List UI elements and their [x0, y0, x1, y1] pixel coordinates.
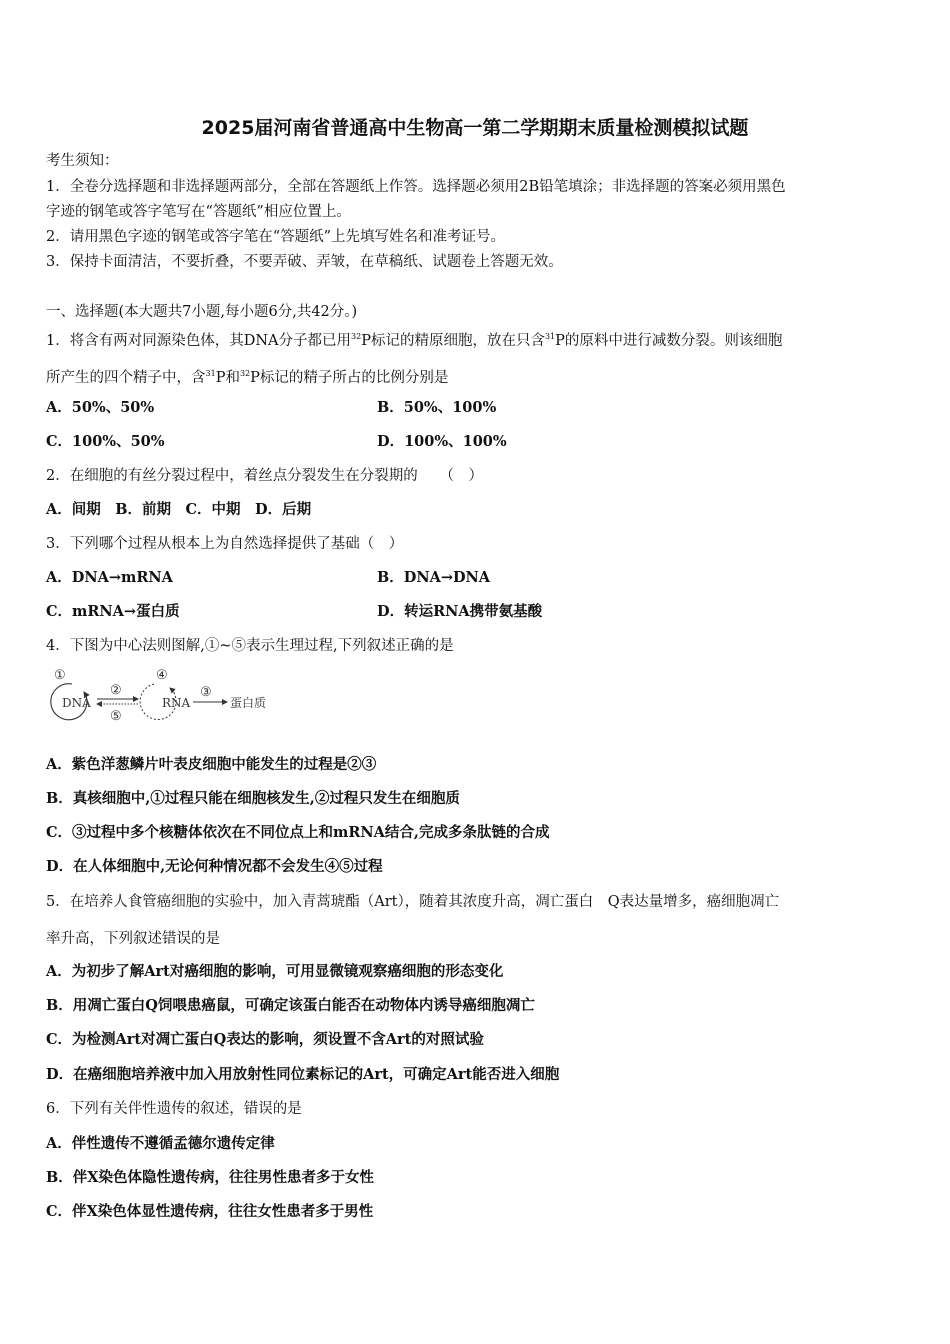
q1-sup-a: 32 — [351, 332, 362, 341]
q2-options[interactable]: A．间期 B．前期 C．中期 D．后期 — [46, 501, 312, 518]
notice-item-1-cont: 字迹的钢笔或答字笔写在“答题纸”相应位置上。 — [46, 204, 351, 220]
q6-option-c[interactable]: C．伴X染色体显性遗传病，往往女性患者多于男性 — [46, 1203, 374, 1220]
label-process-2: ② — [110, 683, 122, 698]
q4-option-b[interactable]: B．真核细胞中,①过程只能在细胞核发生,②过程只发生在细胞质 — [46, 790, 460, 807]
question-6-stem: 6．下列有关伴性遗传的叙述，错误的是 — [46, 1101, 302, 1117]
question-1-stem — [46, 327, 782, 351]
q1-text-e: P和 — [215, 370, 240, 386]
exam-title: 2025届河南省普通高中生物高一第二学期期末质量检测模拟试题 — [201, 117, 749, 139]
q3-option-a[interactable]: A．DNA→mRNA — [46, 569, 173, 586]
label-process-4: ④ — [156, 668, 168, 683]
central-dogma-diagram — [40, 662, 290, 732]
q1-option-c[interactable]: C．100%、50% — [46, 433, 165, 450]
q1-text-c: P的原料中进行减数分裂。则该细胞 — [555, 333, 783, 349]
q4-option-c[interactable]: C．③过程中多个核糖体依次在不同位点上和mRNA结合,完成多条肽链的合成 — [46, 824, 550, 841]
q3-option-d[interactable]: D．转运RNA携带氨基酸 — [377, 603, 543, 620]
q3-option-c[interactable]: C．mRNA→蛋白质 — [46, 603, 180, 620]
q1-option-b[interactable]: B．50%、100% — [377, 399, 497, 416]
question-4-stem: 4．下图为中心法则图解,①~⑤表示生理过程,下列叙述正确的是 — [46, 638, 454, 654]
notice-item-3: 3．保持卡面清洁，不要折叠，不要弄破、弄皱，在草稿纸、试题卷上答题无效。 — [46, 254, 563, 270]
q4-option-a[interactable]: A．紫色洋葱鳞片叶表皮细胞中能发生的过程是②③ — [46, 756, 377, 773]
label-dna: DNA — [62, 696, 91, 710]
q1-option-d[interactable]: D．100%、100% — [377, 433, 507, 450]
q1-text-d: 所产生的四个精子中，含 — [46, 370, 206, 386]
q1-option-a[interactable]: A．50%、50% — [46, 399, 155, 416]
q4-option-d[interactable]: D．在人体细胞中,无论何种情况都不会发生④⑤过程 — [46, 858, 383, 875]
label-process-5: ⑤ — [110, 709, 122, 724]
q1-sup-d: 32 — [239, 369, 251, 378]
q3-option-b[interactable]: B．DNA→DNA — [377, 569, 491, 586]
q5-option-d[interactable]: D．在癌细胞培养液中加入用放射性同位素标记的Art，可确定Art能否进入细胞 — [46, 1066, 560, 1083]
q1-sup-b: 31 — [544, 332, 556, 341]
question-3-stem: 3．下列哪个过程从根本上为自然选择提供了基础（ ） — [46, 536, 404, 552]
label-process-1: ① — [54, 668, 66, 683]
notice-item-2: 2．请用黑色字迹的钢笔或答字笔在“答题纸”上先填写姓名和准考证号。 — [46, 229, 506, 245]
q1-text-a: 1．将含有两对同源染色体，其DNA分子都已用 — [46, 333, 352, 349]
question-2-stem: 2．在细胞的有丝分裂过程中，着丝点分裂发生在分裂期的 （ ） — [46, 468, 483, 484]
label-process-3: ③ — [200, 685, 212, 700]
q5-option-b[interactable]: B．用凋亡蛋白Q饲喂患癌鼠，可确定该蛋白能否在动物体内诱导癌细胞凋亡 — [46, 997, 535, 1014]
notice-item-1: 1．全卷分选择题和非选择题两部分，全部在答题纸上作答。选择题必须用2B铅笔填涂；非选择题的答案必须用黑色 — [46, 179, 786, 195]
q1-text-f: P标记的精子所占的比例分别是 — [250, 370, 449, 386]
section-heading: 一、选择题(本大题共7小题,每小题6分,共42分。) — [46, 304, 358, 320]
q5-option-a[interactable]: A．为初步了解Art对癌细胞的影响，可用显微镜观察癌细胞的形态变化 — [46, 963, 504, 980]
q5-option-c[interactable]: C．为检测Art对凋亡蛋白Q表达的影响，须设置不含Art的对照试验 — [46, 1031, 484, 1048]
q1-sup-c: 31 — [205, 369, 216, 378]
q1-text-b: P标记的精原细胞，放在只含 — [361, 333, 545, 349]
q6-option-b[interactable]: B．伴X染色体隐性遗传病，往往男性患者多于女性 — [46, 1169, 375, 1186]
q6-option-a[interactable]: A．伴性遗传不遵循孟德尔遗传定律 — [46, 1135, 275, 1152]
notice-heading: 考生须知： — [46, 153, 119, 169]
label-rna: RNA — [162, 696, 191, 710]
question-1-stem-cont — [46, 364, 448, 388]
label-protein: 蛋白质 — [230, 696, 267, 710]
question-5-stem-cont: 率升高，下列叙述错误的是 — [46, 931, 220, 947]
question-5-stem: 5．在培养人食管癌细胞的实验中，加入青蒿琥酯（Art），随着其浓度升高，凋亡蛋白 Q表达量增多，癌细胞凋亡 — [46, 894, 780, 910]
